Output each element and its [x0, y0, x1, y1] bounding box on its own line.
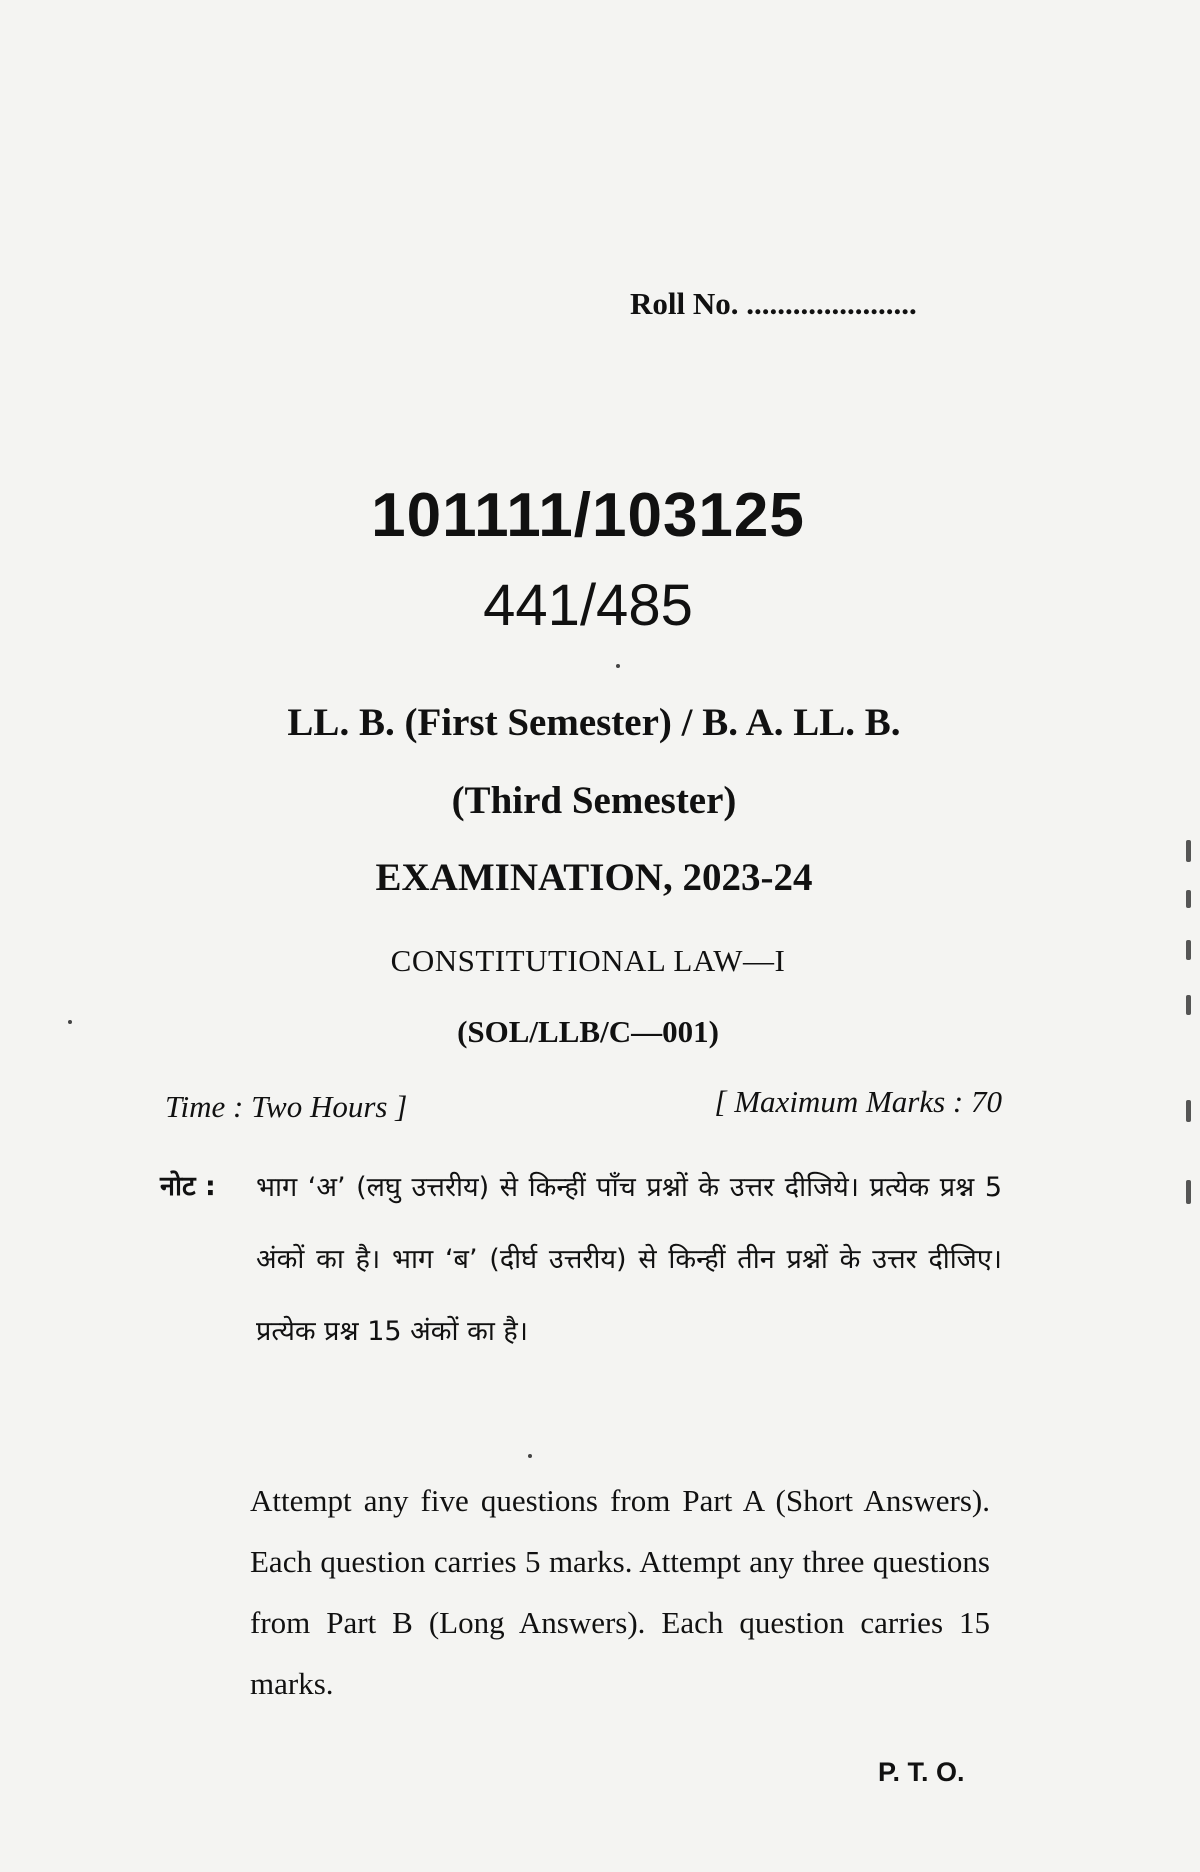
paper-code-main: 101111/103125	[371, 481, 805, 550]
scan-speck	[616, 664, 620, 668]
edge-mark	[1186, 940, 1191, 960]
examination-year: EXAMINATION, 2023-24	[375, 856, 813, 899]
please-turn-over: P. T. O.	[878, 1757, 965, 1787]
note-label: नोट :	[160, 1171, 216, 1202]
instructions-note-hindi	[160, 1166, 1002, 1368]
edge-mark	[1186, 840, 1191, 862]
maximum-marks: [ Maximum Marks : 70	[714, 1084, 1002, 1119]
paper-code-sub: 441/485	[483, 573, 693, 638]
edge-mark	[1186, 1180, 1191, 1204]
instructions-hindi-text: भाग ‘अ’ (लघु उत्तरीय) से किन्हीं पाँच प्रश्नों के उत्तर दीजिये। प्रत्येक प्रश्न 5 अंकों का है। भाग ‘ब’ (दीर्घ उत्तरीय) से किन्हीं तीन प्रश्नों के उत्तर दीजिए। प्रत्येक प्रश्न 15 अंकों का है।	[256, 1172, 1002, 1347]
scan-speck	[528, 1454, 532, 1458]
edge-mark	[1186, 890, 1191, 908]
edge-mark	[1186, 995, 1191, 1015]
instructions-english-text: Attempt any five questions from Part A (Short Answers). Each question carries 5 marks. Attempt any three questions from Part B (Long Answers). Each question carries 15 marks.	[250, 1483, 990, 1701]
edge-mark	[1186, 1100, 1191, 1122]
subject-code: (SOL/LLB/C—001)	[457, 1014, 719, 1049]
scan-speck	[68, 1020, 72, 1024]
page-edge-bleed	[1184, 830, 1200, 1210]
course-title-line-2: (Third Semester)	[451, 779, 737, 822]
course-title-line-1: LL. B. (First Semester) / B. A. LL. B.	[287, 701, 901, 744]
subject-name: CONSTITUTIONAL LAW—I	[390, 943, 786, 978]
roll-number-line: Roll No. ......................	[630, 286, 917, 321]
exam-duration: Time : Two Hours ]	[165, 1089, 408, 1124]
